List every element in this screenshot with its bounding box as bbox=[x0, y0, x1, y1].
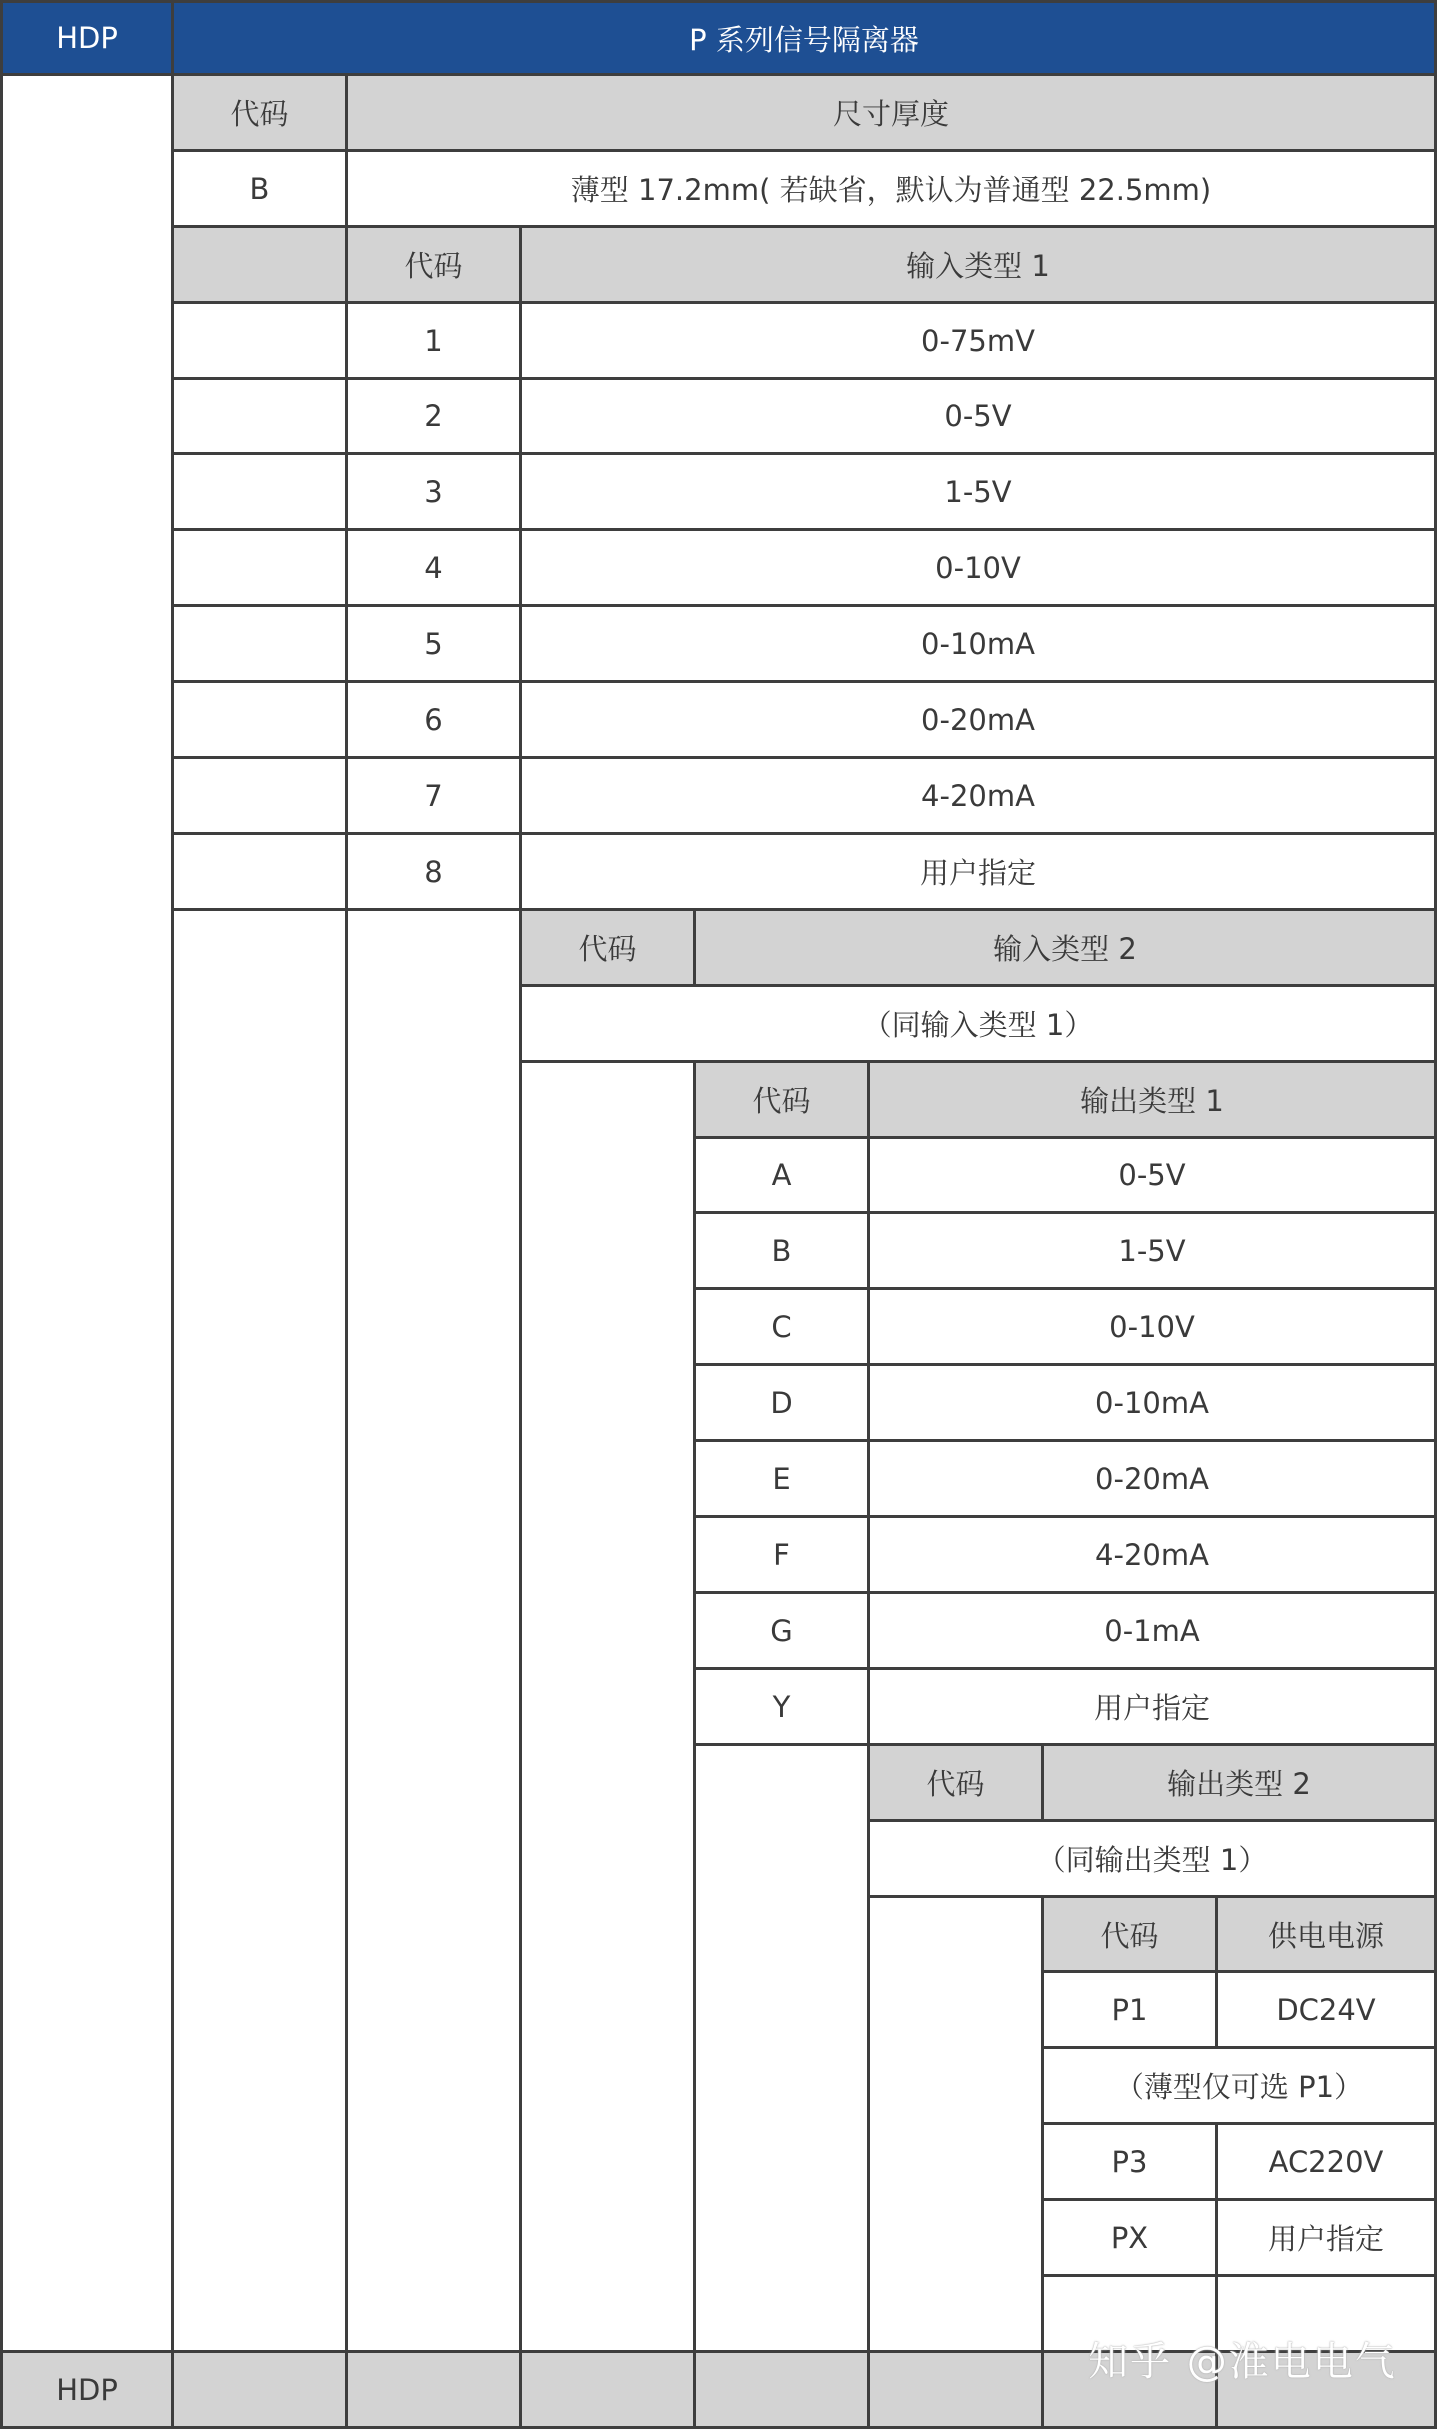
input1-spacer bbox=[174, 759, 348, 835]
output1-code: E bbox=[696, 1442, 870, 1518]
size-label: 薄型 17.2mm( 若缺省，默认为普通型 22.5mm) bbox=[348, 152, 1437, 228]
input1-spacer bbox=[174, 304, 348, 380]
input1-label: 0-75mV bbox=[522, 304, 1437, 380]
input1-code: 2 bbox=[348, 380, 522, 455]
input1-label: 0-10V bbox=[522, 531, 1437, 607]
output2-note: （同输出类型 1） bbox=[870, 1822, 1437, 1898]
footer-cell bbox=[870, 2353, 1044, 2429]
output1-code: A bbox=[696, 1139, 870, 1214]
output1-label: 0-20mA bbox=[870, 1442, 1437, 1518]
input1-code: 8 bbox=[348, 835, 522, 911]
input1-code: 5 bbox=[348, 607, 522, 683]
footer-cell bbox=[522, 2353, 696, 2429]
input2-name-header: 输入类型 2 bbox=[696, 911, 1437, 987]
spacer-col-1 bbox=[174, 911, 348, 2353]
output2-code-header: 代码 bbox=[870, 1746, 1044, 1822]
power-note: （薄型仅可选 P1） bbox=[1044, 2049, 1437, 2125]
output1-code: G bbox=[696, 1594, 870, 1670]
power-code-header: 代码 bbox=[1044, 1898, 1218, 1973]
output1-label: 0-5V bbox=[870, 1139, 1437, 1214]
output1-label: 用户指定 bbox=[870, 1670, 1437, 1746]
power-name-header: 供电电源 bbox=[1218, 1898, 1437, 1973]
output1-label: 0-1mA bbox=[870, 1594, 1437, 1670]
input1-label: 0-5V bbox=[522, 380, 1437, 455]
footer-cell bbox=[348, 2353, 522, 2429]
input1-label: 1-5V bbox=[522, 455, 1437, 531]
input1-code: 1 bbox=[348, 304, 522, 380]
power-code: P1 bbox=[1044, 1973, 1218, 2049]
input1-label: 0-20mA bbox=[522, 683, 1437, 759]
output1-code-header: 代码 bbox=[696, 1063, 870, 1139]
brand-column-spacer bbox=[0, 76, 174, 2353]
spacer-col-4 bbox=[696, 1746, 870, 2353]
output1-label: 4-20mA bbox=[870, 1518, 1437, 1594]
power-label: AC220V bbox=[1218, 2125, 1437, 2201]
header-title: P 系列信号隔离器 bbox=[174, 0, 1437, 76]
size-code: B bbox=[174, 152, 348, 228]
input1-label: 用户指定 bbox=[522, 835, 1437, 911]
input1-spacer bbox=[174, 455, 348, 531]
spacer-col-3 bbox=[522, 1063, 696, 2353]
output2-name-header: 输出类型 2 bbox=[1044, 1746, 1437, 1822]
header-brand: HDP bbox=[0, 0, 174, 76]
input1-label: 0-10mA bbox=[522, 607, 1437, 683]
input2-code-header: 代码 bbox=[522, 911, 696, 987]
input1-spacer bbox=[174, 531, 348, 607]
watermark: 知乎 @淮电电气 bbox=[1088, 2339, 1397, 2385]
input1-spacer bbox=[174, 835, 348, 911]
output1-code: Y bbox=[696, 1670, 870, 1746]
output1-code: B bbox=[696, 1214, 870, 1290]
power-label: DC24V bbox=[1218, 1973, 1437, 2049]
input1-code: 7 bbox=[348, 759, 522, 835]
spacer-col-2 bbox=[348, 911, 522, 2353]
output1-code: C bbox=[696, 1290, 870, 1366]
power-code: PX bbox=[1044, 2201, 1218, 2277]
output1-name-header: 输出类型 1 bbox=[870, 1063, 1437, 1139]
footer-brand: HDP bbox=[0, 2353, 174, 2429]
power-label: 用户指定 bbox=[1218, 2201, 1437, 2277]
input1-spacer bbox=[174, 380, 348, 455]
output1-code: F bbox=[696, 1518, 870, 1594]
size-name-header: 尺寸厚度 bbox=[348, 76, 1437, 152]
input2-note: （同输入类型 1） bbox=[522, 987, 1437, 1063]
output1-label: 1-5V bbox=[870, 1214, 1437, 1290]
size-code-header: 代码 bbox=[174, 76, 348, 152]
input1-code: 6 bbox=[348, 683, 522, 759]
spacer-col-5 bbox=[870, 1898, 1044, 2353]
output1-label: 0-10mA bbox=[870, 1366, 1437, 1442]
input1-name-header: 输入类型 1 bbox=[522, 228, 1437, 304]
input1-spacer bbox=[174, 607, 348, 683]
power-code: P3 bbox=[1044, 2125, 1218, 2201]
input1-header-spacer bbox=[174, 228, 348, 304]
input1-code: 3 bbox=[348, 455, 522, 531]
footer-cell bbox=[174, 2353, 348, 2429]
footer-cell bbox=[696, 2353, 870, 2429]
input1-code-header: 代码 bbox=[348, 228, 522, 304]
output1-label: 0-10V bbox=[870, 1290, 1437, 1366]
input1-spacer bbox=[174, 683, 348, 759]
input1-label: 4-20mA bbox=[522, 759, 1437, 835]
output1-code: D bbox=[696, 1366, 870, 1442]
input1-code: 4 bbox=[348, 531, 522, 607]
